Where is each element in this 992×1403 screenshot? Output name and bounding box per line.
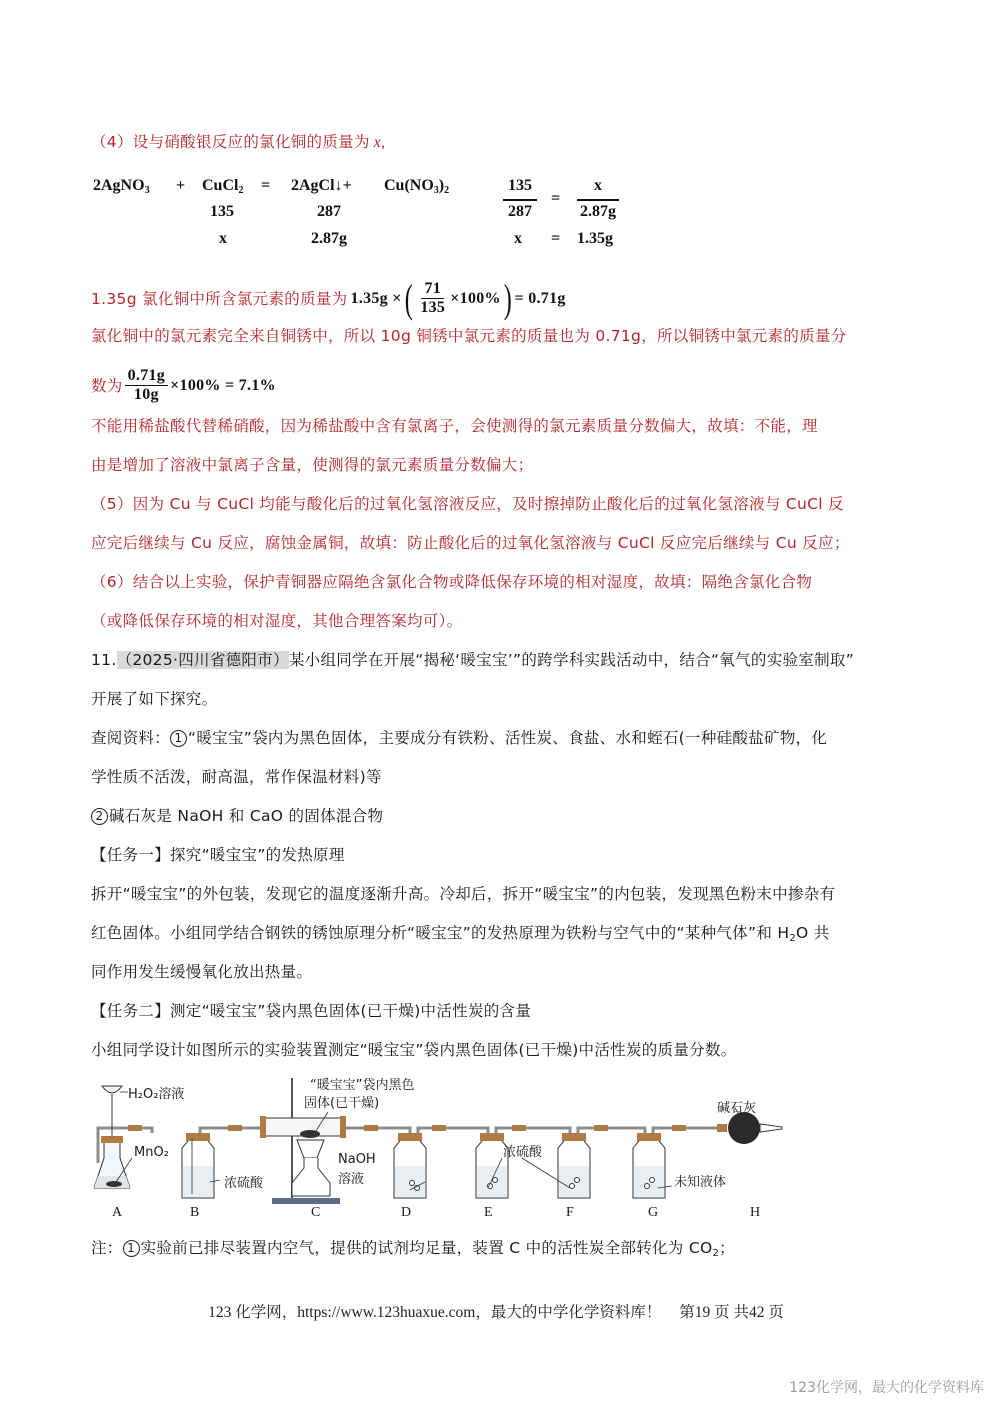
label-unknown-liquid: 未知液体 — [674, 1175, 727, 1190]
pct-fraction — [125, 367, 169, 404]
apparatus-d: D — [401, 1205, 412, 1220]
pct-tail: ×100% = 7.1% — [170, 376, 276, 394]
ref2-line — [91, 806, 383, 826]
cu-rust-line: 氯化铜中的氯元素完全来自铜锈中，所以 10g 铜锈中氯元素的质量也为 0.71g，所以铜锈中氯元素的质量分 — [91, 327, 847, 345]
note-label: 注： — [91, 1239, 123, 1257]
task2-title: 【任务二】测定“暖宝宝”袋内黑色固体(已干燥)中活性炭的含量 — [91, 1002, 532, 1020]
prop-right-num: x — [594, 177, 602, 194]
label-sample-2: 固体(已干燥) — [304, 1096, 380, 1111]
part5-line-1: （5）因为 Cu 与 CuCl 均能与酸化后的过氧化氢溶液反应，及时擦掉防止酸化后的过氧化氢溶液与 CuCl 反 — [91, 495, 844, 513]
var-cucl2: x — [219, 230, 227, 247]
apparatus-g: G — [648, 1205, 659, 1220]
note1-sub: 2 — [712, 1248, 720, 1259]
footer-text: 123 化学网，https://www.123huaxue.com，最大的中学化学资料库！ — [208, 1304, 662, 1321]
reactant1-sub: 3 — [144, 185, 150, 196]
part4-intro — [91, 132, 385, 153]
prop-left-bar — [503, 199, 537, 201]
task1-line-3: 同作用发生缓慢氧化放出热量。 — [91, 963, 313, 981]
prop-left-den: 287 — [508, 203, 532, 220]
product2-text: Cu(NO — [384, 177, 434, 194]
apparatus-b: B — [190, 1205, 200, 1220]
ref1-line-1 — [91, 728, 827, 748]
task1-line2-sub: 2 — [789, 933, 796, 944]
apparatus-f: F — [566, 1205, 574, 1220]
product2-sub1: 3 — [433, 185, 439, 196]
eq-plus2: + — [342, 177, 352, 194]
label-mno2: MnO₂ — [134, 1145, 169, 1160]
ref1-line-2: 学性质不活泼，耐高温，常作保温材料)等 — [91, 768, 382, 786]
hcl-line-1: 不能用稀盐酸代替稀硝酸，因为稀盐酸中含有氯离子，会使测得的氯元素质量分数偏大，故填：不能，理 — [91, 417, 818, 435]
connector — [594, 1125, 608, 1131]
pct-frac-num: 0.71g — [125, 367, 169, 386]
down-arrow-icon: ↓ — [334, 177, 343, 194]
note-line — [91, 1238, 735, 1264]
part4-intro-text: （4）设与硝酸银反应的氯化铜的质量为 — [91, 133, 370, 151]
cl-frac-num: 71 — [421, 280, 444, 299]
eq-product1 — [291, 177, 352, 195]
eq-product2 — [384, 177, 449, 196]
product1-text: 2AgCl — [291, 177, 335, 194]
cl-mass-line — [91, 275, 566, 321]
connector — [364, 1125, 378, 1131]
label-naoh-1: NaOH — [338, 1152, 376, 1167]
task1-line2-b: O 共 — [795, 924, 830, 942]
mass-cucl2: 135 — [210, 203, 234, 220]
connector — [228, 1125, 242, 1131]
q11-source: （2025·四川省德阳市） — [116, 651, 289, 669]
eq-plus1: + — [176, 177, 186, 194]
cl-formula-result: = 0.71g — [514, 289, 566, 307]
eq-equals: = — [261, 177, 271, 194]
bottle-g — [633, 1133, 665, 1198]
bottle-d — [394, 1133, 426, 1198]
connector — [672, 1125, 686, 1131]
circled-1-icon: 1 — [123, 1240, 140, 1257]
pct-frac-den: 10g — [133, 386, 159, 403]
mass-agcl: 287 — [317, 203, 341, 220]
ref2-text: 碱石灰是 NaOH 和 CaO 的固体混合物 — [109, 807, 384, 825]
ref1-text-1: “暖宝宝”袋内为黑色固体，主要成分有铁粉、活性炭、食盐、水和蛭石(一种硅酸盐矿物，化 — [188, 729, 828, 747]
drying-tube-h — [717, 1112, 782, 1144]
task1-line-2 — [91, 923, 830, 949]
cl-formula-a: 1.35g × — [350, 289, 402, 307]
connector — [128, 1125, 142, 1131]
cl-mass-text: 1.35g 氯化铜中所含氯元素的质量为 — [91, 289, 348, 308]
part6-line-1: （6）结合以上实验，保护青铜器应隔绝含氯化合物或降低保存环境的相对湿度，故填：隔绝含氯化合物 — [91, 573, 813, 591]
tube-f-g — [578, 1128, 645, 1133]
part4-intro-var: x, — [373, 134, 386, 151]
watermark: 123化学网，最大的化学资料库 — [789, 1380, 984, 1396]
cl-formula-b: ×100% — [450, 289, 501, 307]
prop-left-num: 135 — [508, 177, 532, 194]
circled-1-icon: 1 — [170, 730, 187, 747]
note1-text: 实验前已排尽装置内空气，提供的试剂均足量，装置 C 中的活性炭全部转化为 CO — [140, 1239, 713, 1257]
eq-reactant2 — [202, 177, 243, 196]
pct-formula — [123, 367, 276, 404]
task1-title: 【任务一】探究“暖宝宝”的发热原理 — [91, 846, 345, 864]
cl-fraction — [417, 280, 448, 317]
right-paren: ) — [503, 275, 512, 321]
tube-d-e — [418, 1128, 488, 1133]
part6-line-2: （或降低保存环境的相对湿度，其他合理答案均可）。 — [91, 612, 463, 630]
prop-eq1: = — [551, 190, 561, 207]
connector — [512, 1125, 526, 1131]
apparatus-e: E — [484, 1205, 493, 1220]
hcl-line-2: 由是增加了溶液中氯离子含量，使测得的氯元素质量分数偏大； — [91, 456, 534, 474]
prop-right-bar — [577, 199, 619, 201]
page-footer — [0, 1300, 992, 1322]
label-conc-h2so4-ef: 浓硫酸 — [503, 1145, 543, 1160]
apparatus-diagram — [92, 1078, 792, 1223]
ref-label: 查阅资料： — [91, 729, 171, 747]
cl-mass-formula — [350, 275, 566, 321]
task1-line2-a: 红色固体。小组同学结合钢铁的锈蚀原理分析“暖宝宝”的发热原理为铁粉与空气中的“某种气体”和 H — [91, 924, 790, 942]
prop-result-val: 1.35g — [577, 230, 613, 247]
circled-2-icon: 2 — [91, 808, 108, 825]
prop-result-var: x — [514, 230, 522, 247]
var-agcl: 2.87g — [311, 230, 347, 247]
label-conc-h2so4-b: 浓硫酸 — [224, 1176, 264, 1191]
q11-line-1 — [91, 650, 854, 670]
apparatus-c: C — [311, 1205, 321, 1220]
task1-line-1: 拆开“暖宝宝”的外包装，发现它的温度逐渐升高。冷却后，拆开“暖宝宝”的内包装，发现黑色粉末中掺杂有 — [91, 885, 836, 903]
part5-line-2: 应完后继续与 Cu 反应，腐蚀金属铜，故填：防止酸化后的过氧化氢溶液与 CuCl 反应完后继续与 Cu 反应； — [91, 534, 850, 552]
cl-frac-den: 135 — [420, 299, 446, 316]
reactant1-text: 2AgNO — [93, 177, 145, 194]
q11-line-2: 开展了如下探究。 — [91, 690, 218, 708]
bottle-b — [182, 1133, 214, 1198]
left-paren: ( — [404, 275, 413, 321]
page-number: 第19 页 共42 页 — [679, 1304, 784, 1321]
product2-close: ) — [438, 177, 445, 194]
label-naoh-2: 溶液 — [338, 1172, 365, 1187]
reactant2-text: CuCl — [202, 177, 239, 194]
label-soda-lime: 碱石灰 — [717, 1101, 757, 1116]
task2-line-1: 小组同学设计如图所示的实验装置测定“暖宝宝”袋内黑色固体(已干燥)中活性炭的质量分数。 — [91, 1041, 737, 1059]
prop-right-den: 2.87g — [580, 203, 616, 220]
connector — [432, 1125, 446, 1131]
q11-line1-rest: 某小组同学在开展“揭秘‘暖宝宝’”的跨学科实践活动中，结合“氧气的实验室制取” — [288, 651, 855, 669]
label-sample-1: “暖宝宝”袋内黑色 — [310, 1078, 415, 1093]
tube-e-f — [496, 1128, 570, 1133]
apparatus-h: H — [750, 1205, 761, 1220]
apparatus-a: A — [112, 1205, 123, 1220]
product2-sub2: 2 — [444, 185, 450, 196]
fraction-line — [91, 367, 276, 404]
reactant2-sub: 2 — [238, 185, 244, 196]
label-h2o2: H₂O₂溶液 — [128, 1087, 185, 1102]
bottle-f — [558, 1133, 590, 1198]
prop-eq2: = — [551, 230, 561, 247]
note1-end: ； — [719, 1239, 735, 1257]
q11-number: 11. — [91, 651, 117, 669]
eq-reactant1 — [93, 177, 150, 196]
fraction-prefix: 数为 — [91, 376, 123, 395]
